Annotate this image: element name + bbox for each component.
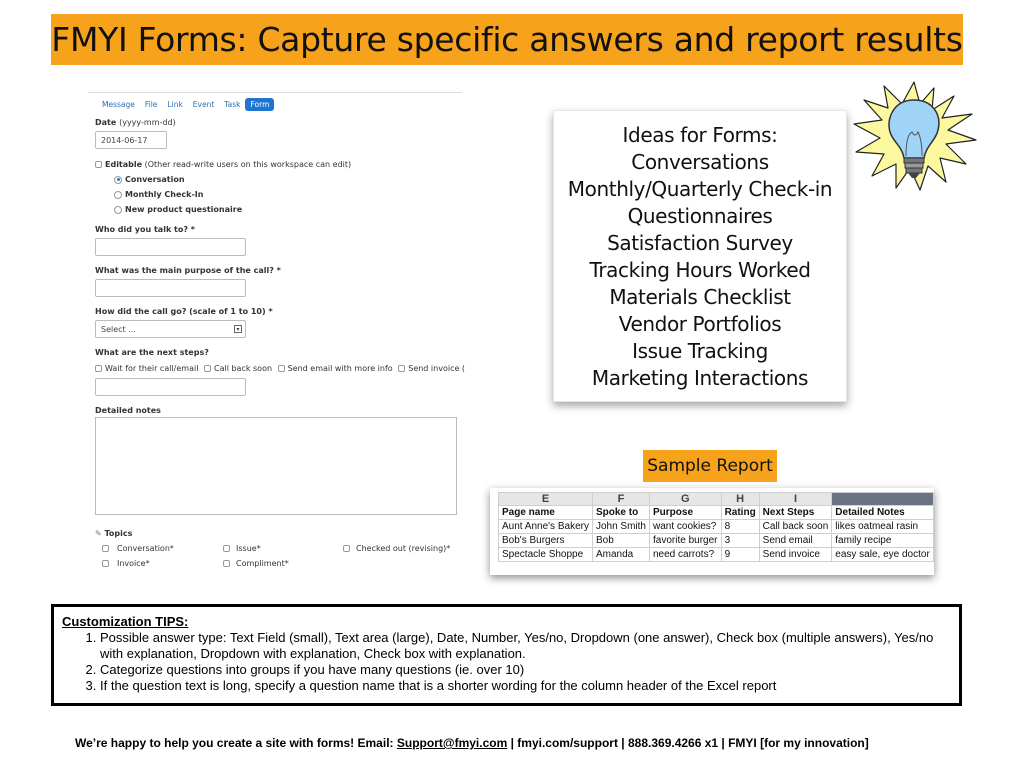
editable-row bbox=[95, 160, 351, 169]
next-step-label: Wait for their call/email bbox=[105, 364, 199, 373]
column-letters-row bbox=[499, 493, 934, 506]
ideas-box bbox=[553, 110, 847, 402]
next-step-option[interactable] bbox=[95, 364, 198, 373]
topic-label: Issue* bbox=[236, 544, 261, 553]
next-steps-explanation-input[interactable] bbox=[95, 378, 246, 396]
tip-item: 2. Categorize questions into groups if you have many questions (ie. over 10) bbox=[100, 662, 951, 678]
who-input[interactable] bbox=[95, 238, 246, 256]
title-banner bbox=[51, 14, 963, 65]
sample-report-label: Sample Report bbox=[643, 450, 777, 482]
header-cell: Detailed Notes bbox=[832, 506, 934, 520]
form-option-monthly[interactable] bbox=[114, 190, 203, 199]
tab-link[interactable]: Link bbox=[167, 100, 183, 109]
column-letter: G bbox=[650, 493, 722, 506]
header-cell: Rating bbox=[721, 506, 759, 520]
cell: family recipe bbox=[832, 534, 934, 548]
form-option-conversation[interactable] bbox=[114, 175, 185, 184]
cell: Amanda bbox=[592, 548, 649, 562]
post-type-tabs bbox=[97, 98, 274, 111]
topic-conversation[interactable] bbox=[102, 544, 174, 553]
question-rating: How did the call go? (scale of 1 to 10) * bbox=[95, 307, 273, 316]
cell: favorite burger bbox=[650, 534, 722, 548]
topic-label: Conversation* bbox=[117, 544, 174, 553]
radio-selected[interactable] bbox=[114, 176, 122, 184]
tips-title: Customization TIPS: bbox=[62, 614, 189, 629]
column-letter: I bbox=[759, 493, 832, 506]
cell: John Smith bbox=[592, 520, 649, 534]
cell: 9 bbox=[721, 548, 759, 562]
sample-report-sheet bbox=[490, 488, 934, 575]
footer-lead: We’re happy to help you create a site with forms! Email: bbox=[75, 736, 394, 750]
question-next-steps: What are the next steps? bbox=[95, 348, 209, 357]
support-email-link[interactable]: Support@fmyi.com bbox=[396, 736, 508, 750]
topic-label: Checked out (revising)* bbox=[356, 544, 451, 553]
notes-textarea[interactable] bbox=[95, 417, 457, 515]
date-label bbox=[95, 118, 176, 127]
idea-item: Monthly/Quarterly Check-in bbox=[567, 177, 833, 201]
pin-icon: ✎ bbox=[95, 529, 102, 538]
form-option-label: Conversation bbox=[125, 175, 185, 184]
idea-item: Marketing Interactions bbox=[591, 366, 809, 390]
chevron-down-icon: ▾ bbox=[234, 325, 242, 333]
header-cell: Purpose bbox=[650, 506, 722, 520]
form-option-label: New product questionaire bbox=[125, 205, 243, 214]
idea-item: Vendor Portfolios bbox=[618, 312, 782, 336]
question-purpose: What was the main purpose of the call? * bbox=[95, 266, 281, 275]
cell: need carrots? bbox=[650, 548, 722, 562]
idea-item: Questionnaires bbox=[627, 204, 773, 228]
purpose-input[interactable] bbox=[95, 279, 246, 297]
ideas-heading: Ideas for Forms: bbox=[622, 123, 778, 147]
question-notes: Detailed notes bbox=[95, 406, 161, 415]
topic-label: Compliment* bbox=[236, 559, 289, 568]
checkbox[interactable] bbox=[278, 365, 285, 372]
ideas-list bbox=[554, 111, 846, 392]
table-header-row bbox=[499, 506, 934, 520]
idea-item: Conversations bbox=[631, 150, 769, 174]
topics-label: Topics bbox=[104, 529, 133, 538]
topics-header bbox=[95, 529, 132, 538]
date-hint: (yyyy-mm-dd) bbox=[119, 118, 176, 127]
footer-contact: | fmyi.com/support | 888.369.4266 x1 | FMYI [for my innovation] bbox=[510, 736, 869, 750]
cell: Send email bbox=[759, 534, 832, 548]
topic-compliment[interactable] bbox=[223, 559, 289, 568]
select-placeholder: Select ... bbox=[101, 325, 136, 334]
cell: Call back soon bbox=[759, 520, 832, 534]
page-title: FMYI Forms: Capture specific answers and report results bbox=[51, 20, 963, 59]
cell: Bob's Burgers bbox=[499, 534, 593, 548]
tip-item: 1. Possible answer type: Text Field (small), Text area (large), Date, Number, Yes/no, Dropdown (one answer), Check box (multiple answers), Yes/no with explanation, Dropdown with explanation, Check box with explanation. bbox=[100, 630, 951, 662]
idea-item: Materials Checklist bbox=[609, 285, 791, 309]
checkbox[interactable] bbox=[102, 545, 109, 552]
checkbox[interactable] bbox=[223, 560, 230, 567]
checkbox[interactable] bbox=[398, 365, 405, 372]
next-step-label: Call back soon bbox=[213, 364, 273, 373]
next-step-label: Send email with more info bbox=[287, 364, 393, 373]
cell: want cookies? bbox=[650, 520, 722, 534]
question-who: Who did you talk to? * bbox=[95, 225, 195, 234]
idea-item: Satisfaction Survey bbox=[607, 231, 793, 255]
lightbulb-icon bbox=[850, 78, 978, 193]
tab-message[interactable]: Message bbox=[102, 100, 135, 109]
next-step-label: Send invoice ( bbox=[408, 364, 466, 373]
column-letter: H bbox=[721, 493, 759, 506]
editable-checkbox[interactable] bbox=[95, 161, 102, 168]
table-row bbox=[499, 534, 934, 548]
topic-invoice[interactable] bbox=[102, 559, 150, 568]
report-table bbox=[498, 492, 934, 562]
table-row bbox=[499, 520, 934, 534]
cell: 8 bbox=[721, 520, 759, 534]
checkbox[interactable] bbox=[102, 560, 109, 567]
radio[interactable] bbox=[114, 191, 122, 199]
next-step-option[interactable] bbox=[398, 364, 465, 373]
editable-hint: (Other read-write users on this workspace can edit) bbox=[144, 160, 352, 169]
column-letter: F bbox=[592, 493, 649, 506]
form-option-label: Monthly Check-In bbox=[125, 190, 204, 199]
radio[interactable] bbox=[114, 206, 122, 214]
topic-label: Invoice* bbox=[117, 559, 150, 568]
cell: Bob bbox=[592, 534, 649, 548]
header-cell: Page name bbox=[499, 506, 593, 520]
tip-item: 3. If the question text is long, specify a question name that is a shorter wording for the column header of the Excel report bbox=[100, 678, 951, 694]
form-screenshot bbox=[88, 92, 466, 575]
customization-tips-box bbox=[51, 604, 962, 706]
checkbox[interactable] bbox=[95, 365, 102, 372]
cell: Send invoice bbox=[759, 548, 832, 562]
form-option-new-product[interactable] bbox=[114, 205, 242, 214]
tab-event[interactable]: Event bbox=[192, 100, 215, 109]
next-steps-options bbox=[95, 364, 465, 373]
checkbox[interactable] bbox=[343, 545, 350, 552]
cell: Aunt Anne's Bakery bbox=[499, 520, 593, 534]
topic-issue[interactable] bbox=[223, 544, 261, 553]
tab-file[interactable]: File bbox=[144, 100, 158, 109]
editable-label: Editable bbox=[105, 160, 143, 169]
cell: 3 bbox=[721, 534, 759, 548]
footer bbox=[75, 736, 869, 750]
next-step-option[interactable] bbox=[204, 364, 272, 373]
date-label-text: Date bbox=[95, 118, 117, 127]
cell: likes oatmeal rasin bbox=[832, 520, 934, 534]
cell: easy sale, eye doctor bbox=[832, 548, 934, 562]
idea-item: Tracking Hours Worked bbox=[589, 258, 811, 282]
next-step-option[interactable] bbox=[278, 364, 393, 373]
header-cell: Spoke to bbox=[592, 506, 649, 520]
column-letter: E bbox=[499, 493, 593, 506]
rating-select[interactable] bbox=[95, 320, 246, 338]
header-cell: Next Steps bbox=[759, 506, 832, 520]
tab-task[interactable]: Task bbox=[224, 100, 241, 109]
tips-list bbox=[62, 630, 951, 694]
tab-form[interactable]: Form bbox=[245, 98, 274, 111]
table-row bbox=[499, 548, 934, 562]
column-letter bbox=[832, 493, 934, 506]
cell: Spectacle Shoppe bbox=[499, 548, 593, 562]
topic-checked-out[interactable] bbox=[343, 544, 450, 553]
date-input[interactable]: 2014-06-17 bbox=[95, 131, 167, 149]
idea-item: Issue Tracking bbox=[632, 339, 768, 363]
checkbox[interactable] bbox=[223, 545, 230, 552]
checkbox[interactable] bbox=[204, 365, 211, 372]
